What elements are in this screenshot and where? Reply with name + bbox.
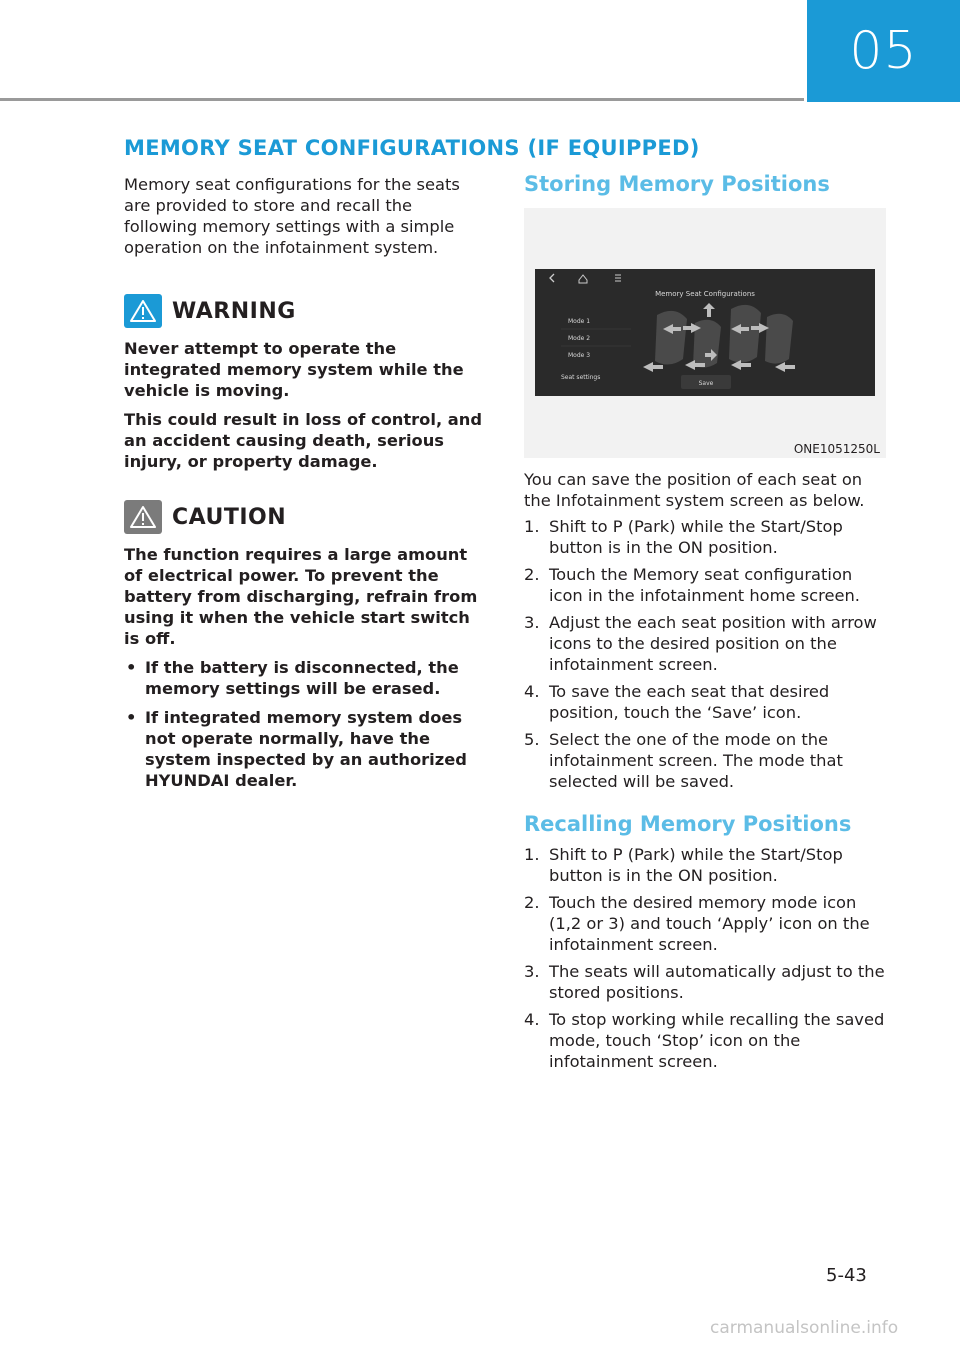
storing-intro: You can save the position of each seat on the Infotainment system screen as below. [524, 470, 865, 510]
recalling-title: Recalling Memory Positions [524, 812, 852, 836]
warning-title: WARNING [172, 298, 296, 324]
caution-icon [124, 500, 162, 534]
caution-bullets [124, 657, 484, 791]
figure-code: ONE1051250L [793, 442, 880, 456]
screen-title: Memory Seat Configurations [655, 290, 755, 298]
page-number: 5-43 [826, 1265, 867, 1286]
watermark: carmanualsonline.info [710, 1318, 899, 1338]
storing-title: Storing Memory Positions [524, 172, 830, 196]
chapter-tab: 05 [807, 0, 960, 102]
list-item: 4. To save the each seat that desired position, touch the ‘Save’ icon. [524, 682, 830, 722]
list-item: • If the battery is disconnected, the memory settings will be erased. [126, 658, 459, 698]
caution-paragraph: The function requires a large amount of electrical power. To prevent the battery from discharging, refrain from using it when the vehicle start switch is off. [124, 545, 478, 648]
save-label: Save [698, 380, 714, 387]
right-column [524, 172, 886, 1078]
warning-paragraph: This could result in loss of control, and an accident causing death, serious injury, or property damage. [124, 410, 483, 471]
list-item: 3. The seats will automatically adjust to the stored positions. [524, 962, 885, 1002]
seat-settings-label: Seat settings [561, 374, 601, 381]
mode-item: Mode 3 [568, 352, 591, 359]
bullet-dot: • [126, 708, 137, 727]
warning-heading [124, 294, 484, 328]
list-item: 3. Adjust the each seat position with arrow icons to the desired position on the infotainment screen. [524, 613, 877, 674]
list-item: 4. To stop working while recalling the saved mode, touch ‘Stop’ icon on the infotainment screen. [524, 1010, 885, 1071]
mode-item: Mode 2 [568, 335, 591, 342]
bullet-dot: • [126, 658, 137, 677]
left-column [124, 174, 484, 799]
list-item: 1. Shift to P (Park) while the Start/Stop button is in the ON position. [524, 517, 843, 557]
infotainment-figure [524, 208, 886, 458]
header-rule [0, 98, 804, 101]
section-title: MEMORY SEAT CONFIGURATIONS (IF EQUIPPED) [124, 136, 700, 160]
warning-icon [124, 294, 162, 328]
list-item: 1. Shift to P (Park) while the Start/Stop button is in the ON position. [524, 845, 843, 885]
list-item: 2. Touch the desired memory mode icon (1,2 or 3) and touch ‘Apply’ icon on the infotainment screen. [524, 893, 870, 954]
list-item: 2. Touch the Memory seat configuration icon in the infotainment home screen. [524, 565, 860, 605]
caution-title: CAUTION [172, 504, 287, 530]
mode-item: Mode 1 [568, 318, 591, 325]
caution-heading [124, 500, 484, 534]
infotainment-screen [535, 269, 875, 396]
warning-paragraph: Never attempt to operate the integrated memory system while the vehicle is moving. [124, 339, 464, 400]
storing-steps [524, 516, 886, 792]
recalling-steps [524, 844, 886, 1072]
list-item: 5. Select the one of the mode on the infotainment screen. The mode that selected will be saved. [524, 730, 843, 791]
intro-paragraph: Memory seat configurations for the seats are provided to store and recall the following memory settings with a simple operation on the infotainment system. [124, 175, 460, 257]
list-item: • If integrated memory system does not operate normally, have the system inspected by an authorized HYUNDAI dealer. [126, 708, 467, 790]
